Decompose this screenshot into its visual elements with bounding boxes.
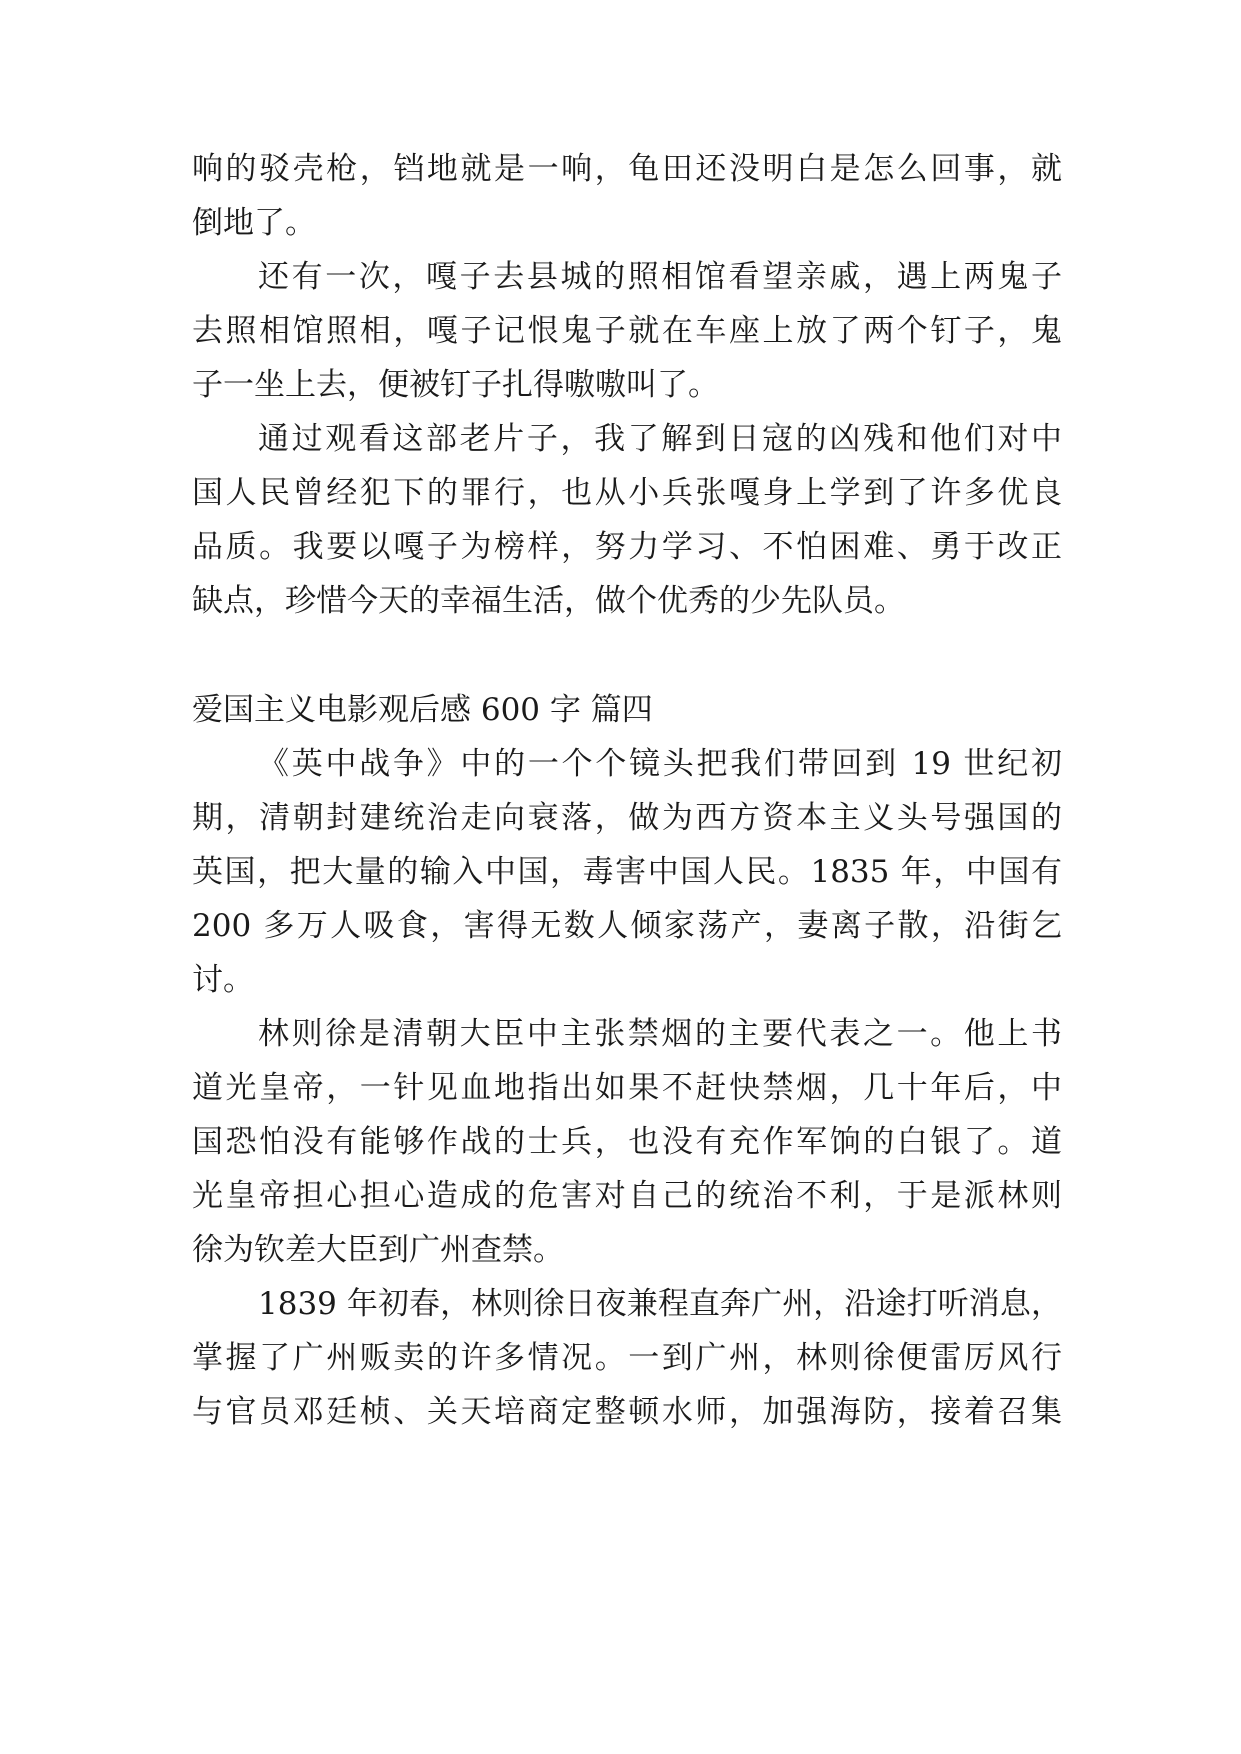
paragraph-2-line-3: 子一坐上去，便被钉子扎得嗷嗷叫了。	[192, 367, 719, 403]
paragraph-6-line-1: 1839 年初春，林则徐日夜兼程直奔广州，沿途打听消息，	[258, 1286, 1062, 1322]
paragraph-2-line-2: 去照相馆照相，嘎子记恨鬼子就在车座上放了两个钉子，鬼	[192, 313, 1062, 349]
paragraph-1-line-1: 响的驳壳枪，铛地就是一响，龟田还没明白是怎么回事，就	[192, 151, 1062, 187]
paragraph-5-line-1: 林则徐是清朝大臣中主张禁烟的主要代表之一。他上书	[258, 1016, 1062, 1052]
paragraph-3-line-4: 缺点，珍惜今天的幸福生活，做个优秀的少先队员。	[192, 583, 905, 619]
paragraph-2-line-1: 还有一次，嘎子去县城的照相馆看望亲戚，遇上两鬼子	[258, 259, 1062, 295]
paragraph-4-line-4: 200 多万人吸食，害得无数人倾家荡产，妻离子散，沿街乞	[192, 908, 1062, 944]
paragraph-3-line-1: 通过观看这部老片子，我了解到日寇的凶残和他们对中	[258, 421, 1062, 457]
section-heading: 爱国主义电影观后感 600 字 篇四	[192, 692, 653, 728]
paragraph-5-line-4: 光皇帝担心担心造成的危害对自己的统治不利，于是派林则	[192, 1178, 1062, 1214]
paragraph-4-line-5: 讨。	[192, 962, 254, 998]
paragraph-5-line-3: 国恐怕没有能够作战的士兵，也没有充作军饷的白银了。道	[192, 1124, 1062, 1160]
paragraph-4-line-2: 期，清朝封建统治走向衰落，做为西方资本主义头号强国的	[192, 800, 1062, 836]
paragraph-5-line-2: 道光皇帝，一针见血地指出如果不赶快禁烟，几十年后，中	[192, 1070, 1062, 1106]
paragraph-6-line-3: 与官员邓廷桢、关天培商定整顿水师，加强海防，接着召集	[192, 1394, 1062, 1430]
paragraph-5-line-5: 徐为钦差大臣到广州查禁。	[192, 1232, 564, 1268]
paragraph-4-line-3: 英国，把大量的输入中国，毒害中国人民。1835 年，中国有	[192, 854, 1062, 890]
paragraph-3-line-2: 国人民曾经犯下的罪行，也从小兵张嘎身上学到了许多优良	[192, 475, 1062, 511]
paragraph-4-line-1: 《英中战争》中的一个个镜头把我们带回到 19 世纪初	[258, 746, 1062, 782]
paragraph-3-line-3: 品质。我要以嘎子为榜样，努力学习、不怕困难、勇于改正	[192, 529, 1062, 565]
paragraph-1-line-2: 倒地了。	[192, 205, 316, 241]
paragraph-6-line-2: 掌握了广州贩卖的许多情况。一到广州，林则徐便雷厉风行	[192, 1340, 1062, 1376]
